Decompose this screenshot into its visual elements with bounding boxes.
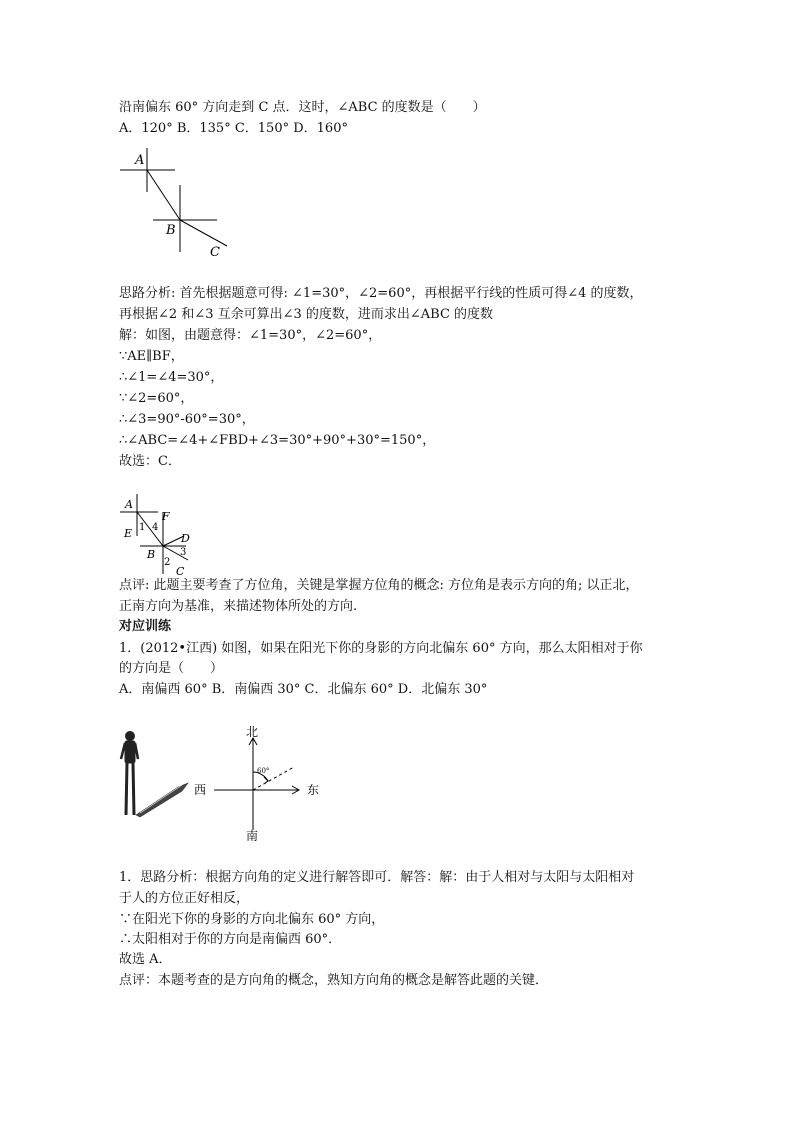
fig2-label-f: F bbox=[162, 510, 170, 523]
analysis-line: ∵∠2=60°， bbox=[119, 391, 194, 406]
fig2-label-c: C bbox=[176, 565, 185, 578]
analysis-line: 再根据∠2 和∠3 互余可算出∠3 的度数，进而求出∠ABC 的度数 bbox=[119, 307, 494, 322]
compass-east-label: 东 bbox=[307, 783, 320, 797]
figure-1-diagram bbox=[115, 140, 235, 260]
analysis-line: ∵AE∥BF， bbox=[119, 349, 184, 364]
figure-3-person-shadow bbox=[116, 725, 196, 825]
exercise-line: 的方向是（ ） bbox=[119, 661, 224, 676]
fig2-label-e: E bbox=[124, 527, 133, 540]
solution-line: ∴太阳相对于你的方向是南偏西 60°． bbox=[119, 932, 342, 947]
analysis-line: ∴∠3=90°-60°=30°， bbox=[119, 412, 255, 427]
fig2-angle-1: 1 bbox=[139, 522, 146, 533]
analysis-line: 思路分析: 首先根据题意可得: ∠1=30°，∠2=60°，再根据平行线的性质可得∠4 的度数， bbox=[119, 286, 643, 301]
solution-line: ∵在阳光下你的身影的方向北偏东 60° 方向， bbox=[119, 912, 385, 927]
section-title: 对应训练 bbox=[119, 619, 172, 634]
analysis-line: 故选：C． bbox=[119, 454, 181, 469]
fig1-label-a: A bbox=[135, 153, 145, 168]
compass-angle-label: 60° bbox=[257, 767, 270, 775]
exercise-line: 1．(2012•江西) 如图，如果在阳光下你的身影的方向北偏东 60° 方向，那么太阳相对于你 bbox=[119, 641, 643, 656]
fig2-angle-4: 4 bbox=[152, 522, 159, 533]
fig2-angle-2: 2 bbox=[164, 557, 171, 568]
fig1-label-c: C bbox=[210, 245, 220, 260]
fig1-label-b: B bbox=[166, 223, 176, 238]
fig2-label-d: D bbox=[181, 532, 190, 545]
question-text: 沿南偏东 60° 方向走到 C 点．这时，∠ABC 的度数是（ ） bbox=[119, 100, 486, 115]
answer-options: A．120° B．135° C．150° D．160° bbox=[119, 121, 348, 136]
analysis-line: 解：如图，由题意得：∠1=30°，∠2=60°， bbox=[119, 328, 382, 343]
solution-line: 点评：本题考查的是方向角的概念，熟知方向角的概念是解答此题的关键． bbox=[119, 973, 549, 988]
figure-3-compass bbox=[190, 722, 330, 842]
compass-south-label: 南 bbox=[246, 829, 259, 843]
answer-options: A．南偏西 60° B．南偏西 30° C．北偏东 60° D．北偏东 30° bbox=[119, 682, 488, 697]
fig2-label-a: A bbox=[125, 498, 133, 511]
comment-line: 点评: 此题主要考查了方位角，关键是掌握方位角的概念: 方位角是表示方向的角; 以正北， bbox=[119, 578, 639, 593]
compass-north-label: 北 bbox=[246, 725, 259, 739]
analysis-line: ∴∠ABC=∠4+∠FBD+∠3=30°+90°+30°=150°， bbox=[119, 433, 436, 448]
solution-line: 故选 A． bbox=[119, 952, 172, 967]
analysis-line: ∴∠1=∠4=30°， bbox=[119, 370, 224, 385]
figure-2-diagram bbox=[118, 492, 198, 576]
comment-line: 正南方向为基准，来描述物体所处的方向. bbox=[119, 599, 358, 614]
fig2-angle-3: 3 bbox=[180, 547, 187, 558]
fig2-label-b: B bbox=[147, 548, 156, 561]
compass-west-label: 西 bbox=[194, 783, 207, 797]
solution-line: 于人的方位正好相反， bbox=[119, 891, 250, 906]
solution-line: 1．思路分析：根据方向角的定义进行解答即可．解答：解：由于人相对与太阳与太阳相对 bbox=[119, 870, 635, 885]
